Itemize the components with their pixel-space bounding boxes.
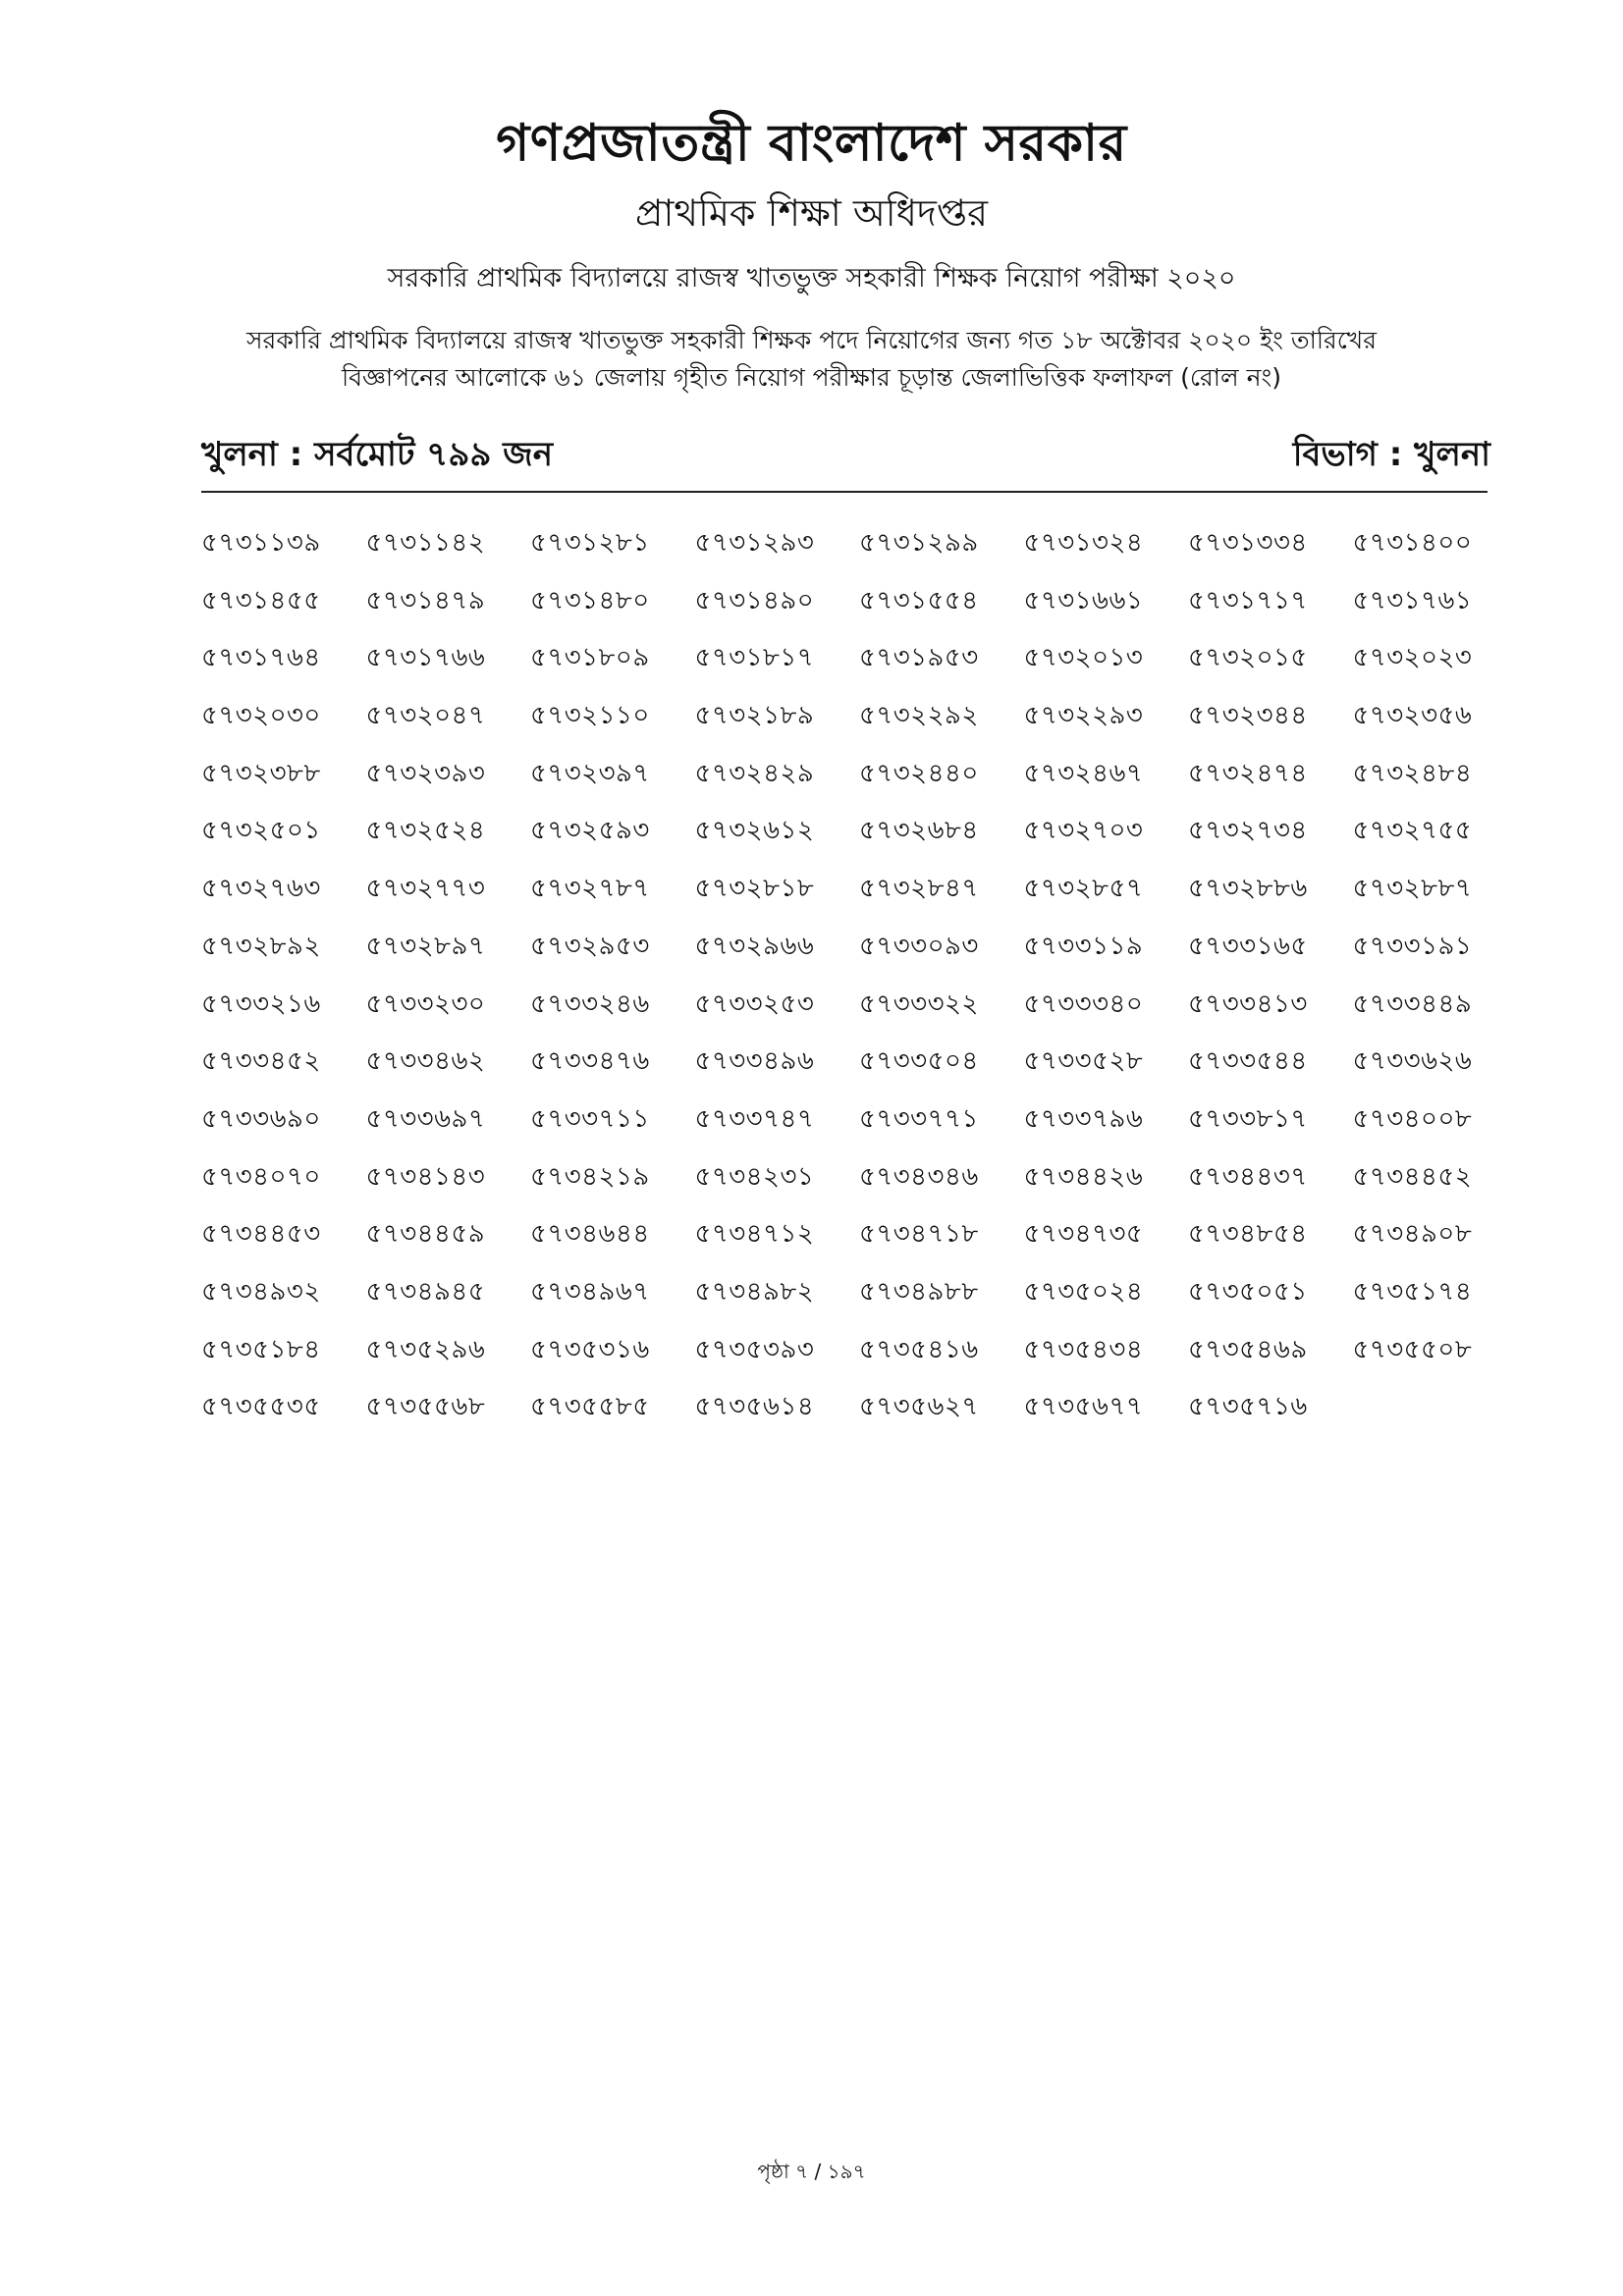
roll-number: ৫৭৩২৮৯৭ [365, 931, 486, 961]
roll-number: ৫৭৩৪৪৫৩ [201, 1219, 321, 1250]
roll-number: ৫৭৩৪৩৪৬ [859, 1161, 979, 1192]
roll-number: ৫৭৩২৫২৪ [365, 816, 486, 846]
roll-number: ৫৭৩১২৯৯ [859, 528, 979, 558]
roll-number: ৫৭৩৪২১৯ [530, 1161, 650, 1192]
roll-number: ৫৭৩৪৬৪৪ [530, 1219, 650, 1250]
roll-number: ৫৭৩৫১৭৪ [1352, 1276, 1473, 1307]
roll-number: ৫৭৩৩৬৯৭ [365, 1103, 486, 1134]
roll-number: ৫৭৩৪৪২৬ [1023, 1161, 1144, 1192]
roll-number: ৫৭৩৫২৯৬ [365, 1334, 486, 1364]
roll-number: ৫৭৩২৩৯৭ [530, 758, 650, 788]
roll-number: ৫৭৩২৩৫৬ [1352, 701, 1473, 731]
roll-number: ৫৭৩৩৮১৭ [1188, 1103, 1308, 1134]
description-line-2: বিজ্ঞাপনের আলোকে ৬১ জেলায় গৃহীত নিয়োগ পরীক্ষার চূড়ান্ত জেলাভিত্তিক ফলাফল (রোল নং) [341, 363, 1282, 392]
roll-number: ৫৭৩১৭৬৬ [365, 643, 486, 673]
roll-number: ৫৭৩২৪২৯ [694, 758, 815, 788]
roll-number: ৫৭৩৫০৫১ [1188, 1276, 1308, 1307]
roll-number: ৫৭৩৫০২৪ [1023, 1276, 1144, 1307]
roll-number: ৫৭৩২৭০৩ [1023, 816, 1144, 846]
roll-number: ৫৭৩৫৫৬৮ [365, 1392, 486, 1422]
roll-number: ৫৭৩৩৬৯০ [201, 1103, 321, 1134]
roll-number: ৫৭৩৩৬২৬ [1352, 1046, 1473, 1077]
department-name: প্রাথমিক শিক্ষা অধিদপ্তর [634, 191, 989, 235]
roll-number: ৫৭৩৩০৯৩ [859, 931, 979, 961]
roll-number: ৫৭৩৩৩২২ [859, 988, 979, 1019]
roll-number: ৫৭৩২১৮৯ [694, 701, 815, 731]
roll-number: ৫৭৩২৮১৮ [694, 874, 815, 904]
roll-number: ৫৭৩২৫৯৩ [530, 816, 650, 846]
roll-number: ৫৭৩২৭৮৭ [530, 874, 650, 904]
roll-number: ৫৭৩৪৪৫২ [1352, 1161, 1473, 1192]
roll-number: ৫৭৩৫৬৭৭ [1023, 1392, 1144, 1422]
roll-number: ৫৭৩৩১১৯ [1023, 931, 1144, 961]
exam-title: সরকারি প্রাথমিক বিদ্যালয়ে রাজস্ব খাতভুক্ত সহকারী শিক্ষক নিয়োগ পরীক্ষা ২০২০ [387, 263, 1236, 294]
roll-number: ৫৭৩৩৪৫২ [201, 1046, 321, 1077]
roll-number: ৫৭৩৪৯৪৫ [365, 1276, 486, 1307]
roll-number: ৫৭৩১৯৫৩ [859, 643, 979, 673]
roll-number: ৫৭৩৫৫০৮ [1352, 1334, 1473, 1364]
roll-number: ৫৭৩৩৪৪৯ [1352, 988, 1473, 1019]
roll-number: ৫৭৩৩৪৯৬ [694, 1046, 815, 1077]
roll-number: ৫৭৩২৭৩৪ [1188, 816, 1308, 846]
roll-number: ৫৭৩১১৩৯ [201, 528, 321, 558]
division-label: বিভাগ : খুলনা [1292, 435, 1490, 474]
description-line-1: সরকারি প্রাথমিক বিদ্যালয়ে রাজস্ব খাতভুক্ত সহকারী শিক্ষক পদে নিয়োগের জন্য গত ১৮ অক্টোবর ২০২০ ইং তারিখের [246, 326, 1377, 354]
roll-number: ৫৭৩১৩২৪ [1023, 528, 1144, 558]
roll-number: ৫৭৩১৪৭৯ [365, 585, 486, 615]
roll-number: ৫৭৩২৪৪০ [859, 758, 979, 788]
roll-number: ৫৭৩৩১৬৫ [1188, 931, 1308, 961]
roll-number: ৫৭৩৩১৯১ [1352, 931, 1473, 961]
roll-number: ৫৭৩৫৬১৪ [694, 1392, 815, 1422]
roll-number: ৫৭৩২০১৩ [1023, 643, 1144, 673]
roll-number: ৫৭৩৪৭১৮ [859, 1219, 979, 1250]
roll-number: ৫৭৩৩২৪৬ [530, 988, 650, 1019]
page-number: পৃষ্ঠা ৭ / ১৯৭ [757, 2160, 866, 2183]
roll-number: ৫৭৩২৮৮৬ [1188, 874, 1308, 904]
roll-number: ৫৭৩৩২৩০ [365, 988, 486, 1019]
roll-number: ৫৭৩১১৪২ [365, 528, 486, 558]
roll-number: ৫৭৩৫১৮৪ [201, 1334, 321, 1364]
roll-number: ৫৭৩৪০৭০ [201, 1161, 321, 1192]
roll-number: ৫৭৩২৭৬৩ [201, 874, 321, 904]
roll-number: ৫৭৩২৬৮৪ [859, 816, 979, 846]
roll-number: ৫৭৩৫৫৩৫ [201, 1392, 321, 1422]
roll-number: ৫৭৩৫৭১৬ [1188, 1392, 1308, 1422]
roll-number: ৫৭৩১৮১৭ [694, 643, 815, 673]
roll-number: ৫৭৩১৩৩৪ [1188, 528, 1308, 558]
roll-number: ৫৭৩২৪৬৭ [1023, 758, 1144, 788]
roll-number: ৫৭৩৩৫৪৪ [1188, 1046, 1308, 1077]
roll-number: ৫৭৩৪৭১২ [694, 1219, 815, 1250]
roll-number: ৫৭৩২৭৭৩ [365, 874, 486, 904]
roll-number: ৫৭৩৪০০৮ [1352, 1103, 1473, 1134]
roll-number: ৫৭৩১৫৫৪ [859, 585, 979, 615]
roll-number: ৫৭৩৪৪৫৯ [365, 1219, 486, 1250]
district-total: খুলনা : সর্বমোট ৭৯৯ জন [201, 435, 554, 474]
roll-number: ৫৭৩৩৭৭১ [859, 1103, 979, 1134]
roll-number: ৫৭৩৪৯৩২ [201, 1276, 321, 1307]
roll-number: ৫৭৩৩৭৪৭ [694, 1103, 815, 1134]
roll-number: ৫৭৩২৩৯৩ [365, 758, 486, 788]
roll-number: ৫৭৩৩৫০৪ [859, 1046, 979, 1077]
roll-number: ৫৭৩২৪৭৪ [1188, 758, 1308, 788]
roll-number: ৫৭৩৫৪৬৯ [1188, 1334, 1308, 1364]
roll-number: ৫৭৩২৭৫৫ [1352, 816, 1473, 846]
roll-number: ৫৭৩২০৪৭ [365, 701, 486, 731]
roll-number: ৫৭৩২৮৫৭ [1023, 874, 1144, 904]
roll-number: ৫৭৩১৮০৯ [530, 643, 650, 673]
roll-number: ৫৭৩২১১০ [530, 701, 650, 731]
roll-number: ৫৭৩৫৫৮৫ [530, 1392, 650, 1422]
roll-number: ৫৭৩৫৪১৬ [859, 1334, 979, 1364]
roll-number-grid [201, 530, 1537, 1452]
roll-number: ৫৭৩২৫০১ [201, 816, 321, 846]
roll-number: ৫৭৩৫৪৩৪ [1023, 1334, 1144, 1364]
roll-number: ৫৭৩২৮৯২ [201, 931, 321, 961]
roll-number: ৫৭৩২৮৪৭ [859, 874, 979, 904]
roll-number: ৫৭৩১৭৬১ [1352, 585, 1473, 615]
roll-number: ৫৭৩২৯৬৬ [694, 931, 815, 961]
roll-number: ৫৭৩৪৯০৮ [1352, 1219, 1473, 1250]
page-title: গণপ্রজাতন্ত্রী বাংলাদেশ সরকার [496, 114, 1127, 173]
roll-number: ৫৭৩৩৭১১ [530, 1103, 650, 1134]
roll-number: ৫৭৩৩৪৭৬ [530, 1046, 650, 1077]
roll-number: ৫৭৩৩৭৯৬ [1023, 1103, 1144, 1134]
roll-number: ৫৭৩১২৯৩ [694, 528, 815, 558]
roll-number: ৫৭৩৪১৪৩ [365, 1161, 486, 1192]
roll-number: ৫৭৩২৪৮৪ [1352, 758, 1473, 788]
roll-number: ৫৭৩২৩৪৪ [1188, 701, 1308, 731]
roll-number: ৫৭৩৩৪১৩ [1188, 988, 1308, 1019]
roll-number: ৫৭৩১৪৫৫ [201, 585, 321, 615]
roll-number: ৫৭৩২২৯২ [859, 701, 979, 731]
roll-number: ৫৭৩৩৩৪০ [1023, 988, 1144, 1019]
roll-number: ৫৭৩৫৩৯৩ [694, 1334, 815, 1364]
roll-number: ৫৭৩৩৫২৮ [1023, 1046, 1144, 1077]
roll-number: ৫৭৩২০৩০ [201, 701, 321, 731]
roll-number: ৫৭৩৪৯৬৭ [530, 1276, 650, 1307]
roll-number: ৫৭৩৪৮৫৪ [1188, 1219, 1308, 1250]
roll-number: ৫৭৩৫৩১৬ [530, 1334, 650, 1364]
roll-number: ৫৭৩৩২১৬ [201, 988, 321, 1019]
header-divider [201, 491, 1488, 493]
roll-number: ৫৭৩৩২৫৩ [694, 988, 815, 1019]
roll-number: ৫৭৩১২৮১ [530, 528, 650, 558]
roll-number: ৫৭৩২০২৩ [1352, 643, 1473, 673]
roll-number: ৫৭৩১৪৯০ [694, 585, 815, 615]
roll-number: ৫৭৩৪৯৮২ [694, 1276, 815, 1307]
roll-number: ৫৭৩৪৭৩৫ [1023, 1219, 1144, 1250]
roll-number: ৫৭৩৪৪৩৭ [1188, 1161, 1308, 1192]
roll-number: ৫৭৩১৬৬১ [1023, 585, 1144, 615]
roll-number: ৫৭৩৪২৩১ [694, 1161, 815, 1192]
roll-number: ৫৭৩২৩৮৮ [201, 758, 321, 788]
roll-number: ৫৭৩৪৯৮৮ [859, 1276, 979, 1307]
roll-number: ৫৭৩২০১৫ [1188, 643, 1308, 673]
roll-number: ৫৭৩১৪৮০ [530, 585, 650, 615]
roll-number: ৫৭৩১৭৬৪ [201, 643, 321, 673]
roll-number: ৫৭৩২৮৮৭ [1352, 874, 1473, 904]
roll-number: ৫৭৩১৭১৭ [1188, 585, 1308, 615]
roll-number: ৫৭৩৩৪৬২ [365, 1046, 486, 1077]
roll-number: ৫৭৩২৯৫৩ [530, 931, 650, 961]
roll-number: ৫৭৩৫৬২৭ [859, 1392, 979, 1422]
roll-number: ৫৭৩১৪০০ [1352, 528, 1473, 558]
roll-number: ৫৭৩২৬১২ [694, 816, 815, 846]
roll-number: ৫৭৩২২৯৩ [1023, 701, 1144, 731]
